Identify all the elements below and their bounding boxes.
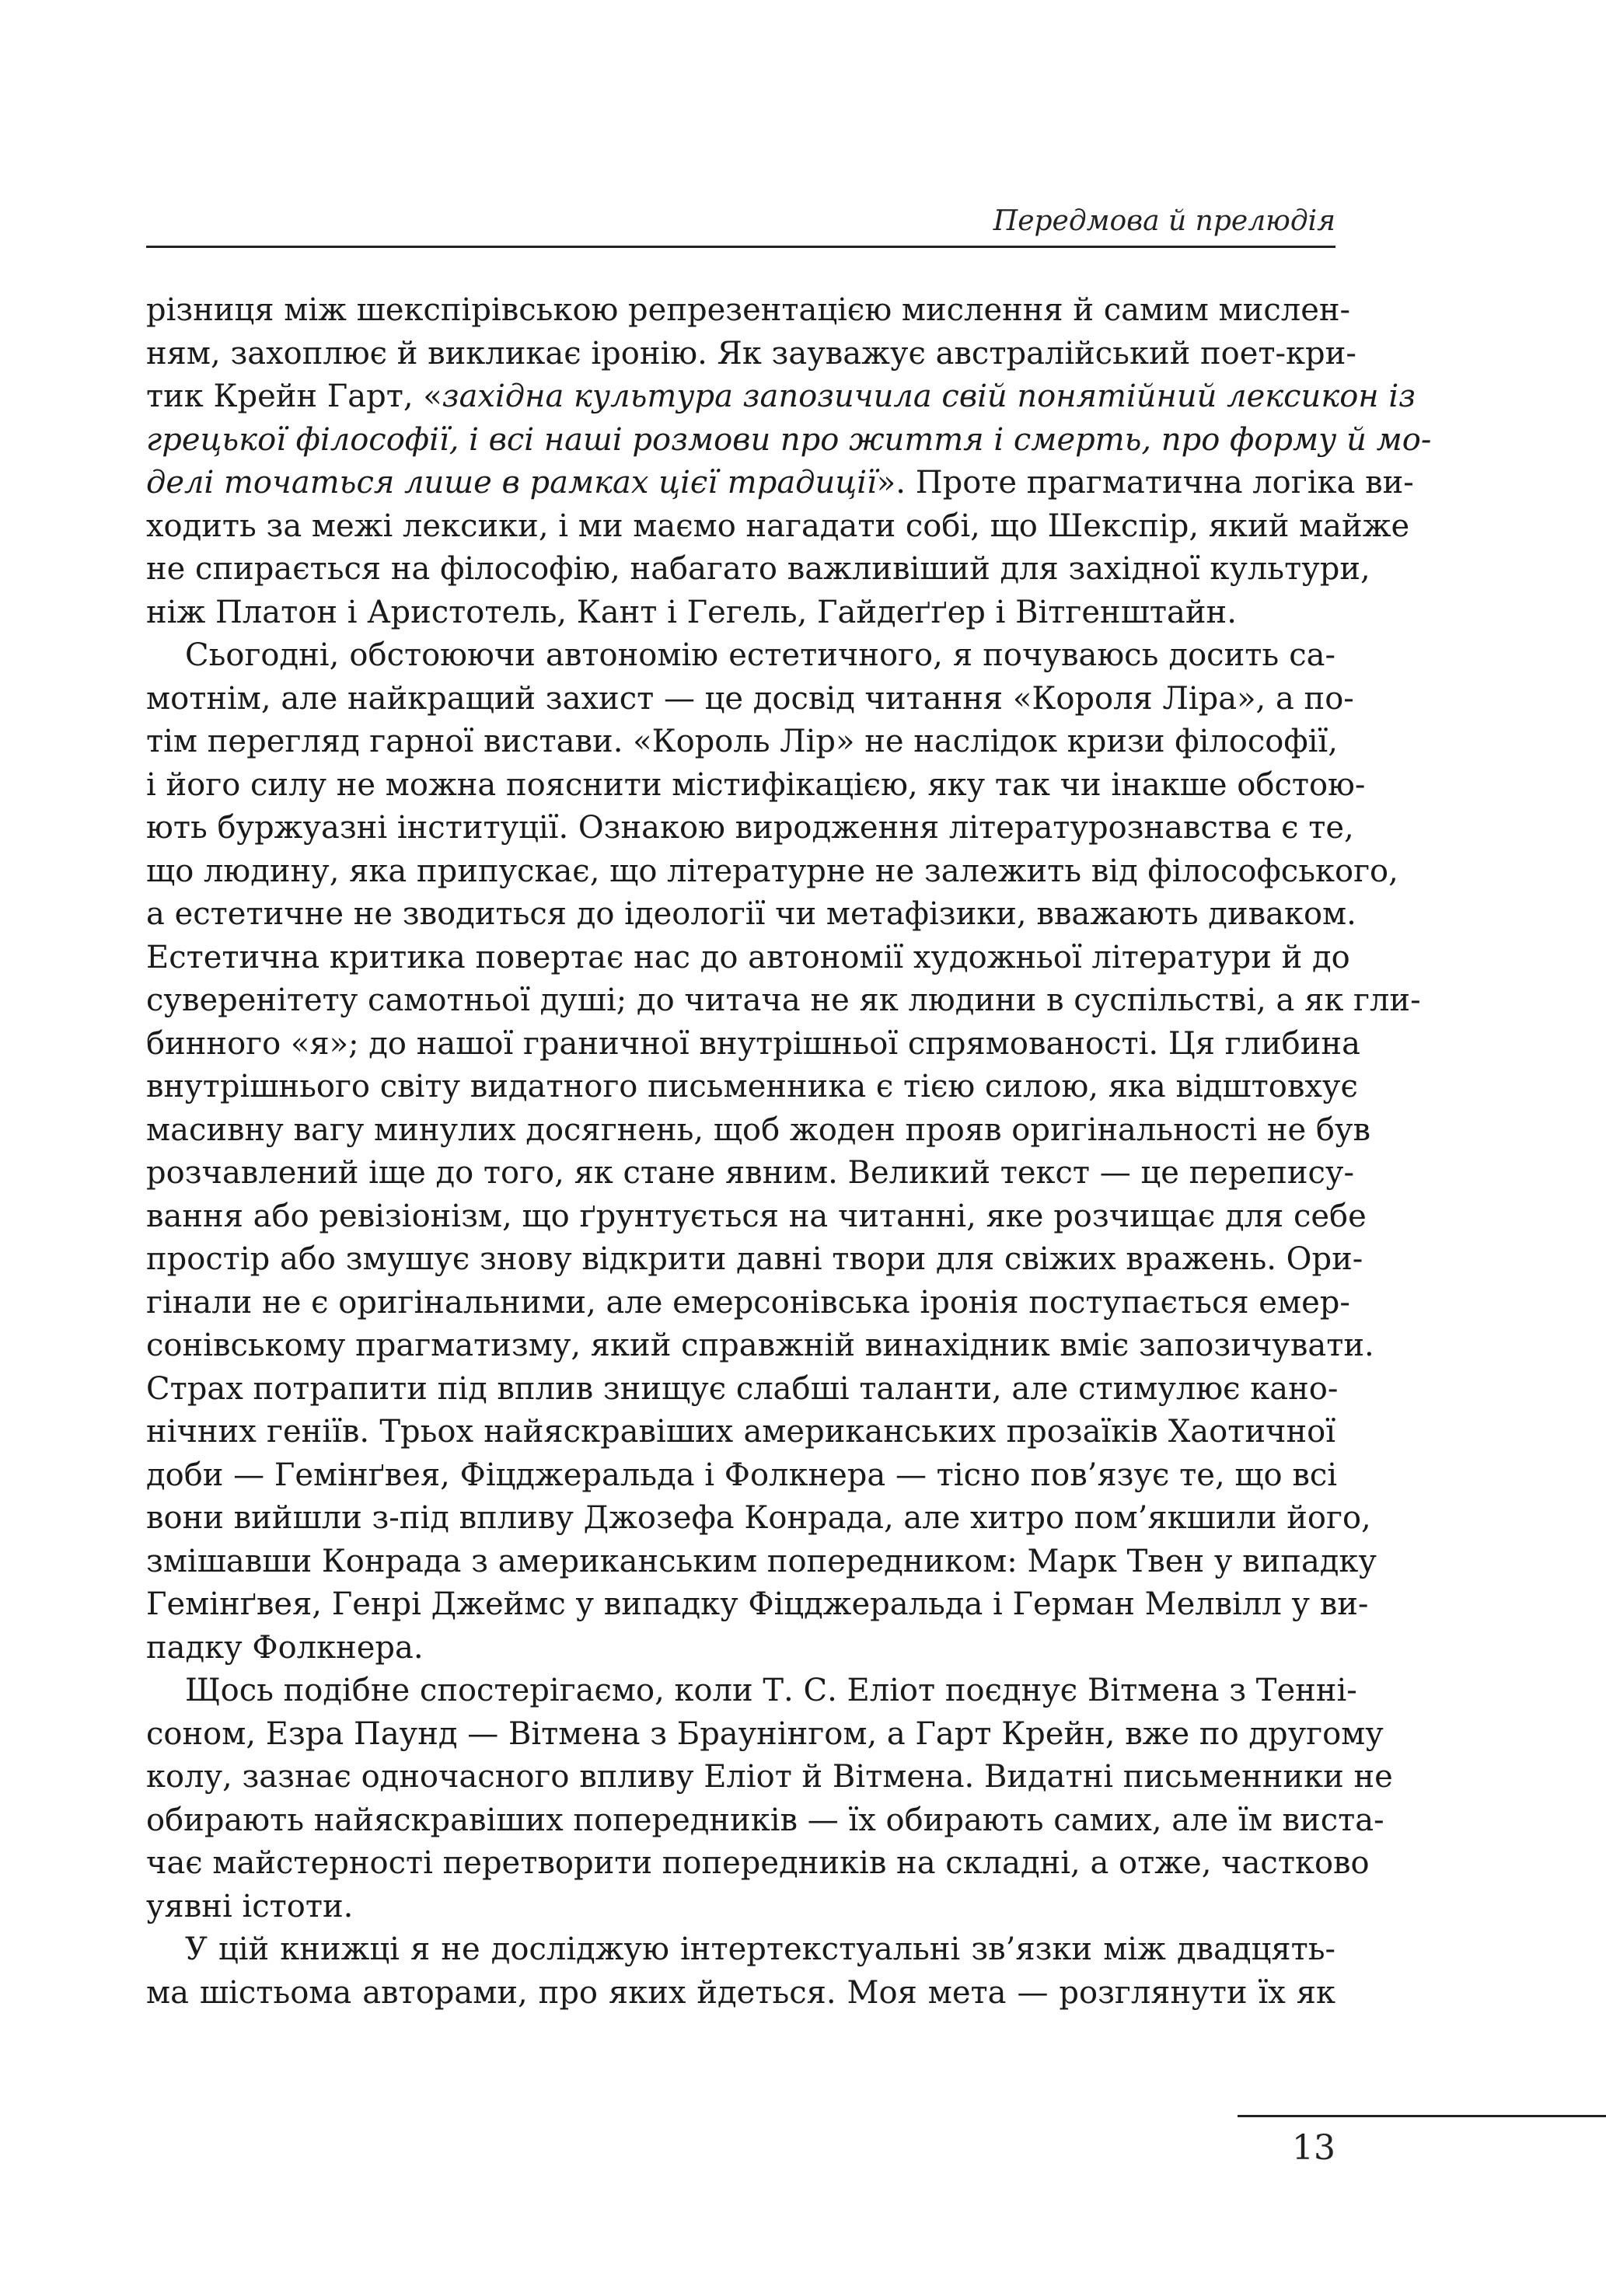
line-text: масивну вагу минулих досягнень, щоб жоден прояв оригінальності не був: [146, 1111, 1371, 1148]
text-line: [146, 1799, 1384, 1843]
text-line: [146, 979, 1421, 1023]
italic-quote-text: західна культура запозичила свій понятійний лексикон із: [442, 379, 1416, 414]
line-text: мотнім, але найкращий захист — це досвід читання «Короля Ліра», а по-: [146, 680, 1354, 717]
line-text: вання або ревізіонізм, що ґрунтується на читанні, яке розчищає для себе: [146, 1198, 1367, 1234]
line-text: Сьогодні, обстоюючи автономію естетичного, я почуваюсь досить са-: [185, 637, 1335, 673]
text-line: [146, 721, 1338, 764]
text-line: [146, 1411, 1335, 1454]
text-line: [146, 1583, 1369, 1627]
text-line: [146, 1497, 1371, 1541]
line-text: Гемінґвея, Генрі Джеймс у випадку Фіцджеральда і Герман Мелвілл у ви-: [146, 1586, 1369, 1622]
text-line: [146, 764, 1366, 808]
line-text: а естетичне не зводиться до ідеології чи метафізики, вважають диваком.: [146, 896, 1356, 932]
line-text: ням, захоплює й викликає іронію. Як зауважує австралійський поет-кри-: [146, 335, 1356, 372]
text-line: [146, 893, 1356, 937]
text-line: [146, 1886, 1335, 1929]
line-text: і його силу не можна пояснити містифікацією, яку так чи інакше обстою-: [146, 766, 1366, 803]
text-line: [146, 1627, 1335, 1670]
line-text: обирають найяскравіших попередників — їх обирають самих, але їм виста-: [146, 1802, 1384, 1838]
line-text: змішавши Конрада з американським попередником: Марк Твен у випадку: [146, 1543, 1377, 1579]
line-text: ніж Платон і Аристотель, Кант і Гегель, Гайдеґґер і Вітгенштайн.: [146, 594, 1237, 630]
line-text: сонівському прагматизму, який справжній винахідник вміє запозичувати.: [146, 1328, 1374, 1363]
line-text: тик Крейн Гарт, «: [146, 379, 442, 414]
running-head: Передмова й прелюдія: [993, 205, 1335, 237]
line-text: У цій книжці я не досліджую інтертекстуальні зв’язки між двадцять-: [185, 1931, 1335, 1967]
line-text: ». Проте прагматична логіка ви-: [876, 465, 1414, 501]
line-text: різниця між шекспірівською репрезентацією мислення й самим мислен-: [146, 292, 1351, 328]
line-text: нічних геніїв. Трьох найяскравіших американських прозаїків Хаотичної: [146, 1414, 1335, 1450]
text-line: [146, 1023, 1360, 1066]
line-text: уявні істоти.: [146, 1888, 354, 1924]
line-text: гінали не є оригінальними, але емерсонівська іронія поступається емер-: [146, 1284, 1350, 1321]
line-text: тім перегляд гарної вистави. «Король Лір» не наслідок кризи філософії,: [146, 724, 1338, 759]
header-rule: [146, 246, 1335, 248]
line-text: Щось подібне спостерігаємо, коли Т. С. Еліот поєднує Вітмена з Тенні-: [185, 1673, 1357, 1708]
text-line: [146, 678, 1354, 721]
line-text: не спирається на філософію, набагато важливіший для західної культури,: [146, 551, 1370, 587]
body-text: [146, 289, 1432, 2015]
line-text: суверенітету самотньої душі; до читача не як людини в суспільстві, а як гли-: [146, 982, 1421, 1018]
text-line: [146, 462, 1414, 505]
text-line: [146, 1152, 1354, 1195]
text-line: [146, 289, 1351, 333]
text-line: [146, 591, 1335, 635]
line-text: ходить за межі лексики, і ми маємо нагадати собі, що Шекспір, який майже: [146, 508, 1410, 544]
text-line: [146, 419, 1432, 462]
text-line: [146, 1842, 1370, 1886]
italic-quote-text: грецької філософії, і всі наші розмови про життя і смерть, про форму й мо-: [146, 421, 1432, 458]
text-line: [146, 1454, 1338, 1498]
text-line: [146, 1109, 1371, 1153]
line-text: колу, зазнає одночасного впливу Еліот й Вітмена. Видатні письменники не: [146, 1759, 1393, 1795]
text-line: [146, 1972, 1335, 2015]
text-line: [146, 375, 1416, 419]
text-line: [146, 1928, 1335, 1972]
line-text: що людину, яка припускає, що літературне не залежить від філософського,: [146, 853, 1398, 889]
text-line: [146, 333, 1356, 376]
text-line: [146, 1756, 1393, 1799]
text-line: [146, 1238, 1363, 1282]
text-line: [146, 1066, 1358, 1109]
line-text: простір або змушує знову відкрити давні твори для свіжих вражень. Ори-: [146, 1241, 1363, 1277]
italic-quote-text: делі точаться лише в рамках цієї традиції: [146, 465, 877, 501]
text-line: [146, 1713, 1384, 1757]
text-line: [146, 548, 1370, 591]
line-text: внутрішнього світу видатного письменника є тією силою, яка відштовхує: [146, 1069, 1358, 1104]
line-text: ють буржуазні інституції. Ознакою виродження літературознавства є те,: [146, 810, 1354, 846]
line-text: падку Фолкнера.: [146, 1629, 424, 1666]
line-text: Страх потрапити під вплив знищує слабші таланти, але стимулює кано-: [146, 1370, 1339, 1407]
line-text: Естетична критика повертає нас до автономії художньої літератури й до: [146, 939, 1350, 975]
text-line: [146, 1282, 1350, 1325]
text-line: [146, 1368, 1339, 1411]
text-line: [146, 807, 1354, 850]
line-text: розчавлений іще до того, як стане явним. Великий текст — це перепису-: [146, 1155, 1354, 1191]
footer-rule: [1238, 2115, 1606, 2117]
line-text: вони вийшли з-під впливу Джозефа Конрада, але хитро пом’якшили його,: [146, 1500, 1371, 1536]
line-text: ма шістьома авторами, про яких йдеться. Моя мета — розглянути їх як: [146, 1974, 1335, 2011]
text-line: [146, 1670, 1357, 1713]
text-line: [146, 1541, 1377, 1584]
text-line: [146, 634, 1335, 678]
line-text: чає майстерності перетворити попередників на складні, а отже, частково: [146, 1845, 1370, 1881]
text-line: [146, 937, 1350, 980]
page-number: 13: [1292, 2128, 1335, 2168]
text-line: [146, 1324, 1374, 1368]
line-text: бинного «я»; до нашої граничної внутрішньої спрямованості. Ця глибина: [146, 1025, 1360, 1062]
line-text: доби — Гемінґвея, Фіцджеральда і Фолкнера — тісно пов’язує те, що всі: [146, 1457, 1338, 1493]
text-line: [146, 850, 1398, 894]
text-line: [146, 1195, 1367, 1239]
text-line: [146, 505, 1410, 549]
line-text: соном, Езра Паунд — Вітмена з Браунінгом, а Гарт Крейн, вже по другому: [146, 1715, 1384, 1752]
